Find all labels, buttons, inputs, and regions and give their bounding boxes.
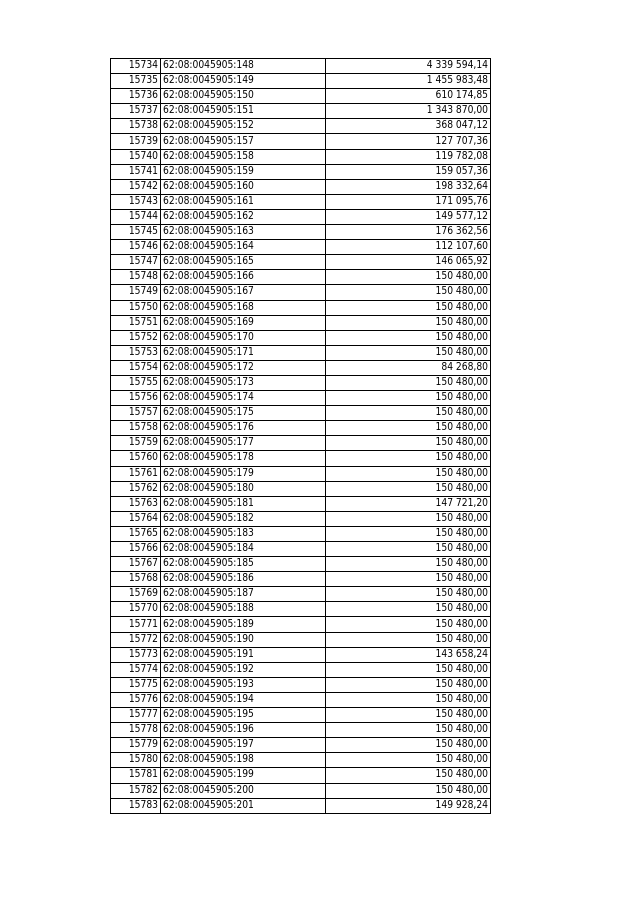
cadastral-number-cell: 62:08:0045905:175 [161, 406, 326, 421]
row-number-cell: 15736 [111, 89, 161, 104]
table-row [111, 209, 491, 224]
cadastral-value-cell: 150 480,00 [326, 285, 491, 300]
table-row [111, 511, 491, 526]
table-row [111, 104, 491, 119]
row-number-cell: 15778 [111, 723, 161, 738]
cadastral-value-cell: 4 339 594,14 [326, 59, 491, 74]
cadastral-number-cell: 62:08:0045905:163 [161, 225, 326, 240]
table-row [111, 300, 491, 315]
cadastral-number-cell: 62:08:0045905:165 [161, 255, 326, 270]
cadastral-number-cell: 62:08:0045905:188 [161, 602, 326, 617]
cadastral-value-cell: 171 095,76 [326, 194, 491, 209]
cadastral-value-cell: 150 480,00 [326, 572, 491, 587]
cadastral-number-cell: 62:08:0045905:191 [161, 647, 326, 662]
cadastral-number-cell: 62:08:0045905:170 [161, 330, 326, 345]
row-number-cell: 15768 [111, 572, 161, 587]
row-number-cell: 15743 [111, 194, 161, 209]
cadastral-number-cell: 62:08:0045905:189 [161, 617, 326, 632]
cadastral-number-cell: 62:08:0045905:172 [161, 360, 326, 375]
cadastral-value-cell: 176 362,56 [326, 225, 491, 240]
table-row [111, 270, 491, 285]
cadastral-number-cell: 62:08:0045905:185 [161, 557, 326, 572]
document-page [110, 58, 490, 814]
cadastral-number-cell: 62:08:0045905:177 [161, 436, 326, 451]
cadastral-number-cell: 62:08:0045905:152 [161, 119, 326, 134]
table-row [111, 677, 491, 692]
cadastral-value-cell: 150 480,00 [326, 768, 491, 783]
table-row [111, 179, 491, 194]
cadastral-value-cell: 149 928,24 [326, 798, 491, 813]
table-row [111, 632, 491, 647]
table-row [111, 617, 491, 632]
row-number-cell: 15781 [111, 768, 161, 783]
table-row [111, 315, 491, 330]
table-row [111, 692, 491, 707]
cadastral-value-cell: 150 480,00 [326, 451, 491, 466]
table-row [111, 481, 491, 496]
row-number-cell: 15747 [111, 255, 161, 270]
cadastral-number-cell: 62:08:0045905:169 [161, 315, 326, 330]
cadastral-value-cell: 150 480,00 [326, 330, 491, 345]
cadastral-value-cell: 368 047,12 [326, 119, 491, 134]
cadastral-number-cell: 62:08:0045905:186 [161, 572, 326, 587]
cadastral-number-cell: 62:08:0045905:199 [161, 768, 326, 783]
row-number-cell: 15735 [111, 74, 161, 89]
cadastral-value-cell: 150 480,00 [326, 557, 491, 572]
cadastral-number-cell: 62:08:0045905:195 [161, 708, 326, 723]
table-row [111, 738, 491, 753]
cadastral-value-cell: 150 480,00 [326, 753, 491, 768]
row-number-cell: 15780 [111, 753, 161, 768]
table-row [111, 723, 491, 738]
row-number-cell: 15777 [111, 708, 161, 723]
cadastral-value-cell: 143 658,24 [326, 647, 491, 662]
row-number-cell: 15745 [111, 225, 161, 240]
table-row [111, 526, 491, 541]
cadastral-value-cell: 1 343 870,00 [326, 104, 491, 119]
table-row [111, 74, 491, 89]
table-row [111, 542, 491, 557]
cadastral-value-cell: 119 782,08 [326, 149, 491, 164]
row-number-cell: 15750 [111, 300, 161, 315]
cadastral-number-cell: 62:08:0045905:187 [161, 587, 326, 602]
table-row [111, 451, 491, 466]
row-number-cell: 15776 [111, 692, 161, 707]
table-row [111, 285, 491, 300]
table-row [111, 240, 491, 255]
row-number-cell: 15746 [111, 240, 161, 255]
cadastral-number-cell: 62:08:0045905:200 [161, 783, 326, 798]
cadastral-value-cell: 149 577,12 [326, 209, 491, 224]
table-row [111, 345, 491, 360]
table-row [111, 798, 491, 813]
table-row [111, 149, 491, 164]
cadastral-number-cell: 62:08:0045905:179 [161, 466, 326, 481]
cadastral-number-cell: 62:08:0045905:149 [161, 74, 326, 89]
table-row [111, 708, 491, 723]
row-number-cell: 15742 [111, 179, 161, 194]
cadastral-number-cell: 62:08:0045905:158 [161, 149, 326, 164]
cadastral-value-cell: 159 057,36 [326, 164, 491, 179]
table-row [111, 59, 491, 74]
row-number-cell: 15754 [111, 360, 161, 375]
cadastral-value-cell: 150 480,00 [326, 391, 491, 406]
row-number-cell: 15765 [111, 526, 161, 541]
table-row [111, 602, 491, 617]
cadastral-value-cell: 610 174,85 [326, 89, 491, 104]
cadastral-value-cell: 150 480,00 [326, 783, 491, 798]
table-row [111, 391, 491, 406]
table-row [111, 134, 491, 149]
cadastral-number-cell: 62:08:0045905:182 [161, 511, 326, 526]
row-number-cell: 15737 [111, 104, 161, 119]
table-row [111, 225, 491, 240]
table-body [111, 59, 491, 814]
cadastral-value-cell: 150 480,00 [326, 421, 491, 436]
table-row [111, 768, 491, 783]
cadastral-number-cell: 62:08:0045905:168 [161, 300, 326, 315]
row-number-cell: 15752 [111, 330, 161, 345]
table-row [111, 587, 491, 602]
cadastral-value-cell: 150 480,00 [326, 738, 491, 753]
cadastral-number-cell: 62:08:0045905:201 [161, 798, 326, 813]
row-number-cell: 15738 [111, 119, 161, 134]
cadastral-number-cell: 62:08:0045905:151 [161, 104, 326, 119]
cadastral-number-cell: 62:08:0045905:171 [161, 345, 326, 360]
cadastral-number-cell: 62:08:0045905:184 [161, 542, 326, 557]
row-number-cell: 15764 [111, 511, 161, 526]
row-number-cell: 15769 [111, 587, 161, 602]
row-number-cell: 15761 [111, 466, 161, 481]
row-number-cell: 15762 [111, 481, 161, 496]
cadastral-value-cell: 150 480,00 [326, 723, 491, 738]
row-number-cell: 15773 [111, 647, 161, 662]
cadastral-number-cell: 62:08:0045905:161 [161, 194, 326, 209]
cadastral-value-table [110, 58, 491, 814]
table-row [111, 783, 491, 798]
cadastral-value-cell: 150 480,00 [326, 466, 491, 481]
row-number-cell: 15753 [111, 345, 161, 360]
row-number-cell: 15775 [111, 677, 161, 692]
cadastral-value-cell: 150 480,00 [326, 300, 491, 315]
row-number-cell: 15767 [111, 557, 161, 572]
table-row [111, 406, 491, 421]
cadastral-number-cell: 62:08:0045905:160 [161, 179, 326, 194]
cadastral-value-cell: 150 480,00 [326, 526, 491, 541]
row-number-cell: 15748 [111, 270, 161, 285]
table-row [111, 662, 491, 677]
cadastral-number-cell: 62:08:0045905:178 [161, 451, 326, 466]
table-row [111, 330, 491, 345]
row-number-cell: 15766 [111, 542, 161, 557]
cadastral-value-cell: 150 480,00 [326, 511, 491, 526]
row-number-cell: 15760 [111, 451, 161, 466]
cadastral-number-cell: 62:08:0045905:167 [161, 285, 326, 300]
cadastral-value-cell: 150 480,00 [326, 587, 491, 602]
cadastral-number-cell: 62:08:0045905:174 [161, 391, 326, 406]
table-row [111, 89, 491, 104]
table-row [111, 647, 491, 662]
cadastral-value-cell: 150 480,00 [326, 542, 491, 557]
cadastral-number-cell: 62:08:0045905:196 [161, 723, 326, 738]
row-number-cell: 15734 [111, 59, 161, 74]
cadastral-value-cell: 150 480,00 [326, 345, 491, 360]
table-row [111, 496, 491, 511]
row-number-cell: 15757 [111, 406, 161, 421]
cadastral-value-cell: 84 268,80 [326, 360, 491, 375]
cadastral-number-cell: 62:08:0045905:164 [161, 240, 326, 255]
cadastral-value-cell: 112 107,60 [326, 240, 491, 255]
table-row [111, 255, 491, 270]
row-number-cell: 15751 [111, 315, 161, 330]
cadastral-value-cell: 150 480,00 [326, 662, 491, 677]
row-number-cell: 15770 [111, 602, 161, 617]
row-number-cell: 15771 [111, 617, 161, 632]
table-row [111, 557, 491, 572]
cadastral-number-cell: 62:08:0045905:173 [161, 375, 326, 390]
row-number-cell: 15740 [111, 149, 161, 164]
cadastral-number-cell: 62:08:0045905:194 [161, 692, 326, 707]
table-row [111, 466, 491, 481]
cadastral-number-cell: 62:08:0045905:181 [161, 496, 326, 511]
cadastral-value-cell: 150 480,00 [326, 315, 491, 330]
cadastral-number-cell: 62:08:0045905:190 [161, 632, 326, 647]
row-number-cell: 15783 [111, 798, 161, 813]
row-number-cell: 15756 [111, 391, 161, 406]
cadastral-number-cell: 62:08:0045905:162 [161, 209, 326, 224]
table-row [111, 360, 491, 375]
cadastral-number-cell: 62:08:0045905:192 [161, 662, 326, 677]
row-number-cell: 15763 [111, 496, 161, 511]
table-row [111, 421, 491, 436]
cadastral-value-cell: 127 707,36 [326, 134, 491, 149]
row-number-cell: 15774 [111, 662, 161, 677]
cadastral-number-cell: 62:08:0045905:148 [161, 59, 326, 74]
cadastral-number-cell: 62:08:0045905:159 [161, 164, 326, 179]
cadastral-value-cell: 150 480,00 [326, 481, 491, 496]
cadastral-value-cell: 198 332,64 [326, 179, 491, 194]
row-number-cell: 15759 [111, 436, 161, 451]
row-number-cell: 15782 [111, 783, 161, 798]
cadastral-number-cell: 62:08:0045905:150 [161, 89, 326, 104]
table-row [111, 164, 491, 179]
cadastral-value-cell: 150 480,00 [326, 617, 491, 632]
cadastral-number-cell: 62:08:0045905:176 [161, 421, 326, 436]
cadastral-number-cell: 62:08:0045905:193 [161, 677, 326, 692]
cadastral-value-cell: 150 480,00 [326, 375, 491, 390]
table-row [111, 119, 491, 134]
cadastral-value-cell: 150 480,00 [326, 632, 491, 647]
row-number-cell: 15772 [111, 632, 161, 647]
table-row [111, 753, 491, 768]
table-row [111, 572, 491, 587]
cadastral-number-cell: 62:08:0045905:198 [161, 753, 326, 768]
cadastral-value-cell: 146 065,92 [326, 255, 491, 270]
cadastral-number-cell: 62:08:0045905:180 [161, 481, 326, 496]
cadastral-value-cell: 150 480,00 [326, 406, 491, 421]
cadastral-value-cell: 147 721,20 [326, 496, 491, 511]
table-row [111, 194, 491, 209]
table-row [111, 375, 491, 390]
row-number-cell: 15744 [111, 209, 161, 224]
cadastral-number-cell: 62:08:0045905:166 [161, 270, 326, 285]
cadastral-value-cell: 150 480,00 [326, 436, 491, 451]
row-number-cell: 15779 [111, 738, 161, 753]
row-number-cell: 15741 [111, 164, 161, 179]
row-number-cell: 15739 [111, 134, 161, 149]
row-number-cell: 15749 [111, 285, 161, 300]
cadastral-value-cell: 150 480,00 [326, 602, 491, 617]
cadastral-number-cell: 62:08:0045905:197 [161, 738, 326, 753]
cadastral-value-cell: 150 480,00 [326, 692, 491, 707]
table-row [111, 436, 491, 451]
row-number-cell: 15755 [111, 375, 161, 390]
cadastral-value-cell: 150 480,00 [326, 708, 491, 723]
cadastral-value-cell: 1 455 983,48 [326, 74, 491, 89]
cadastral-number-cell: 62:08:0045905:157 [161, 134, 326, 149]
cadastral-value-cell: 150 480,00 [326, 677, 491, 692]
cadastral-number-cell: 62:08:0045905:183 [161, 526, 326, 541]
row-number-cell: 15758 [111, 421, 161, 436]
cadastral-value-cell: 150 480,00 [326, 270, 491, 285]
